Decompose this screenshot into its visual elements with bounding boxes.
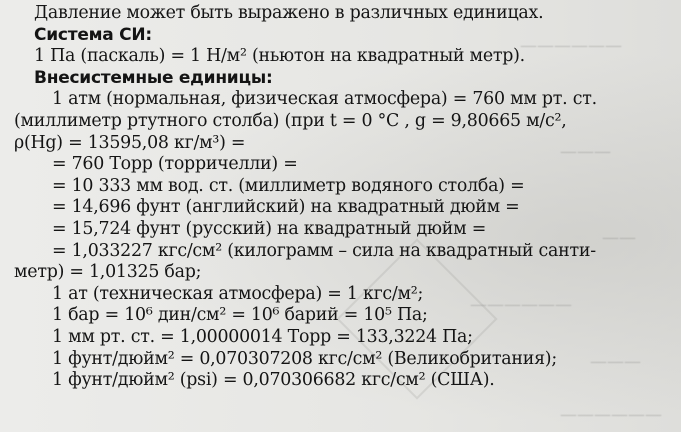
- kgf-equivalence: = 1,033227 кгс/см² (килограмм – сила на квадратный санти-: [52, 240, 596, 261]
- mmhg-definition: 1 мм рт. ст. = 1,00000014 Торр = 133,3224 Па;: [52, 326, 473, 347]
- bar-definition: 1 бар = 10⁶ дин/см² = 10⁶ барий = 10⁵ Па;: [52, 305, 428, 326]
- english-psi-equivalence: = 14,696 фунт (английский) на квадратный дюйм =: [52, 197, 520, 218]
- si-heading: Система СИ:: [34, 24, 152, 45]
- bleed-through-text: ———: [560, 142, 611, 162]
- bleed-through-text: ——————: [520, 36, 622, 56]
- technical-atmosphere: 1 ат (техническая атмосфера) = 1 кгс/м²;: [52, 283, 424, 304]
- torr-equivalence: = 760 Торр (торричелли) =: [52, 154, 298, 175]
- bleed-through-text: ———: [590, 352, 641, 372]
- non-si-heading: Внесистемные единицы:: [34, 67, 273, 88]
- psi-uk-definition: 1 фунт/дюйм² = 0,070307208 кгс/см² (Великобритания);: [52, 348, 557, 369]
- russian-psi-equivalence: = 15,724 фунт (русский) на квадратный дюйм =: [52, 218, 487, 239]
- bleed-through-text: ——————: [470, 295, 572, 315]
- psi-us-definition: 1 фунт/дюйм² (psi) = 0,070306682 кгс/см² (США).: [52, 370, 495, 391]
- bar-equivalence: метр) = 1,01325 бар;: [14, 262, 202, 283]
- water-column-equivalence: = 10 333 мм вод. ст. (миллиметр водяного столба) =: [52, 175, 525, 196]
- atm-definition-line: 1 атм (нормальная, физическая атмосфера) = 760 мм рт. ст.: [52, 89, 597, 110]
- atm-definition-line: ρ(Hg) = 13595,08 кг/м³) =: [14, 132, 246, 153]
- intro-text: Давление может быть выражено в различных единицах.: [34, 3, 544, 23]
- bleed-through-text: ——: [602, 228, 636, 248]
- atm-definition-line: (миллиметр ртутного столба) (при t = 0 °С , g = 9,80665 м/с²,: [14, 110, 567, 131]
- document-body: [14, 3, 674, 392]
- bleed-through-text: ——————: [560, 405, 662, 425]
- si-definition: 1 Па (паскаль) = 1 Н/м² (ньютон на квадратный метр).: [34, 46, 525, 67]
